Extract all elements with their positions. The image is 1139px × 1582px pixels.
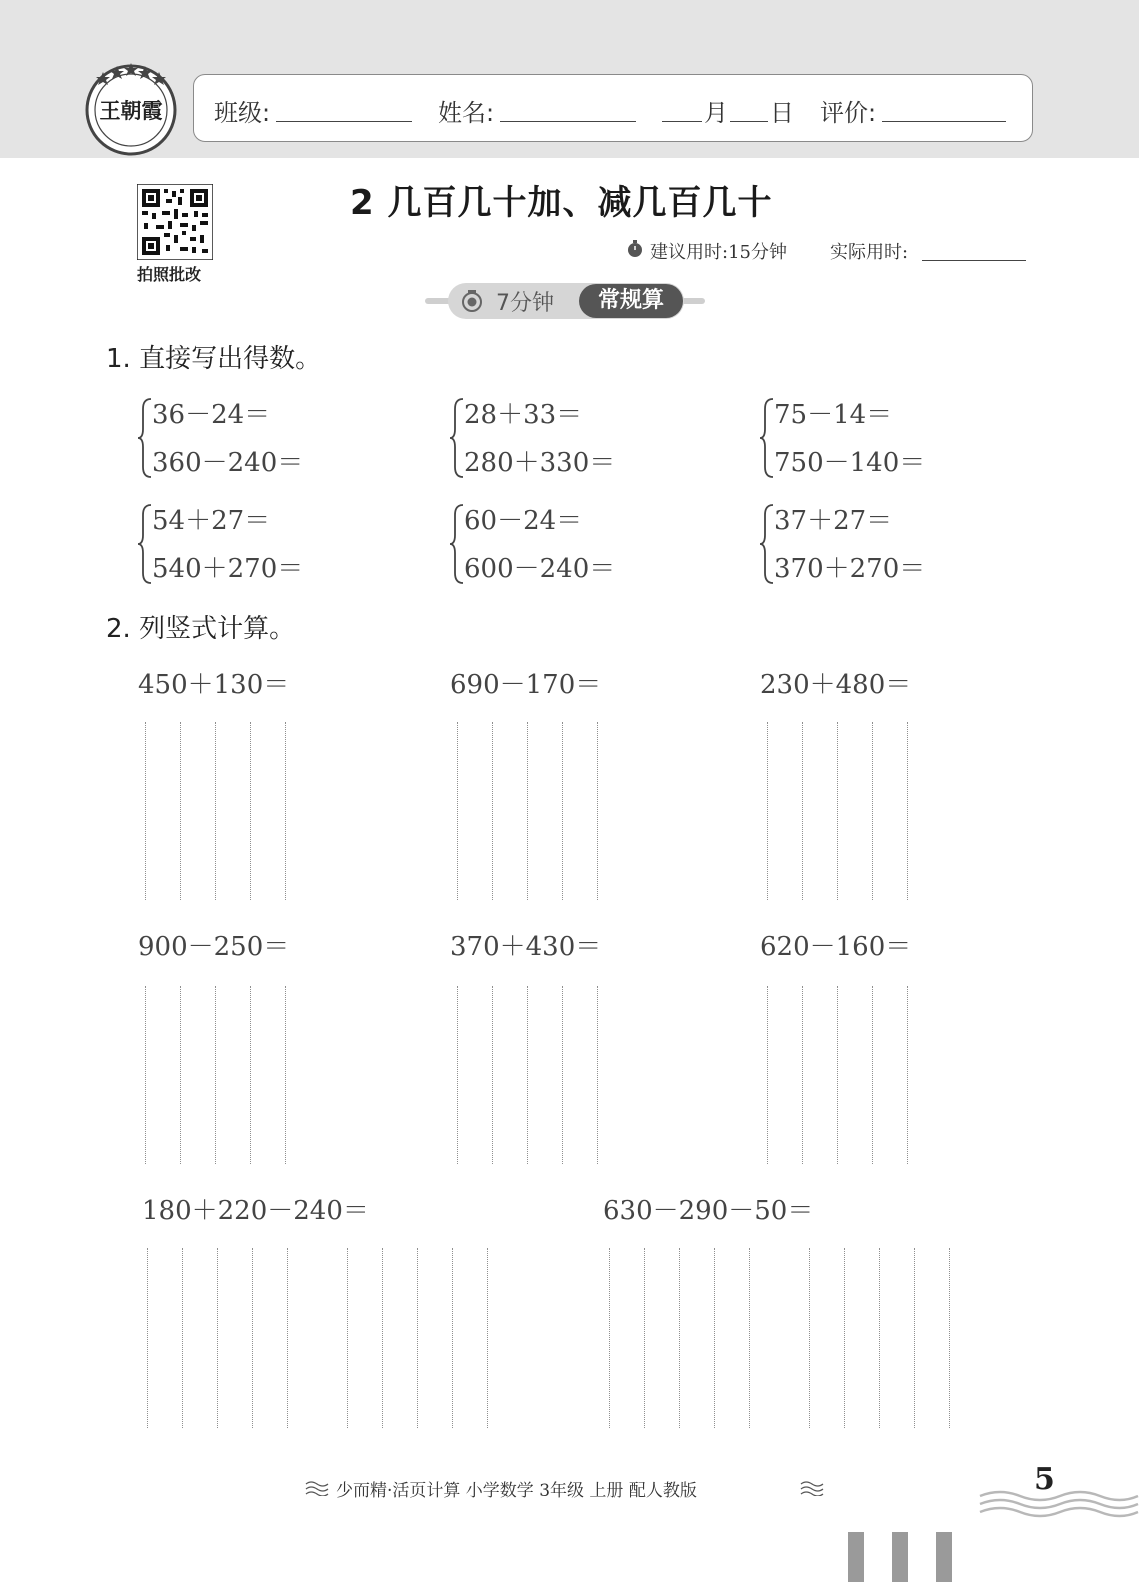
- class-field[interactable]: [276, 121, 412, 122]
- clock-icon: [626, 240, 644, 258]
- oral-expression: 28＋33＝: [464, 400, 583, 430]
- publisher-logo: [83, 58, 179, 156]
- oral-expression: 600－240＝: [464, 554, 616, 584]
- pill-time: 7分钟: [496, 291, 554, 316]
- name-label: 姓名:: [438, 99, 495, 127]
- work-area[interactable]: [145, 722, 290, 900]
- actual-time-field[interactable]: [922, 260, 1026, 261]
- oral-expression: 750－140＝: [774, 448, 926, 478]
- name-field[interactable]: [500, 121, 636, 122]
- suggested-time: 建议用时:15分钟: [650, 242, 787, 263]
- decorative-waves: [978, 1482, 1139, 1522]
- oral-expression: 370＋270＝: [774, 554, 926, 584]
- vertical-problem: 370＋430＝: [450, 932, 602, 962]
- vertical-problem: 900－250＝: [138, 932, 290, 962]
- qr-caption: 拍照批改: [137, 265, 202, 284]
- tab-bar: [892, 1532, 908, 1582]
- brace-icon: [137, 397, 153, 479]
- vertical-problem: 630－290－50＝: [603, 1196, 814, 1226]
- student-info-box: [193, 74, 1033, 142]
- vertical-problem: 180＋220－240＝: [142, 1196, 369, 1226]
- oral-expression: 54＋27＝: [152, 506, 271, 536]
- footer-text: 少而精·活页计算 小学数学 3年级 上册 配人教版: [336, 1481, 697, 1501]
- work-area[interactable]: [145, 986, 290, 1164]
- vertical-problem: 450＋130＝: [138, 670, 290, 700]
- qr-code-icon[interactable]: [137, 184, 213, 260]
- month-label: 月: [704, 99, 728, 127]
- work-area[interactable]: [457, 722, 602, 900]
- pill-tag: 常规算: [579, 284, 683, 318]
- oral-expression: 60－24＝: [464, 506, 583, 536]
- vertical-problem: 230＋480＝: [760, 670, 912, 700]
- page-title: 2 几百几十加、减几百几十: [350, 183, 773, 223]
- day-field[interactable]: [730, 121, 768, 122]
- brace-icon: [137, 503, 153, 585]
- oral-expression: 540＋270＝: [152, 554, 304, 584]
- evaluation-label: 评价:: [820, 99, 877, 127]
- medal-icon: [460, 289, 484, 313]
- tab-bar: [848, 1532, 864, 1582]
- oral-expression: 360－240＝: [152, 448, 304, 478]
- brace-icon: [449, 503, 465, 585]
- work-area[interactable]: [147, 1248, 493, 1428]
- oral-expression: 36－24＝: [152, 400, 271, 430]
- work-area[interactable]: [609, 1248, 955, 1428]
- vertical-problem: 620－160＝: [760, 932, 912, 962]
- brace-icon: [759, 503, 775, 585]
- wave-icon: [800, 1480, 824, 1496]
- question-1-title: 1. 直接写出得数。: [106, 344, 322, 374]
- brace-icon: [449, 397, 465, 479]
- work-area[interactable]: [457, 986, 602, 1164]
- page-number: 5: [1034, 1462, 1055, 1497]
- evaluation-field[interactable]: [882, 121, 1006, 122]
- brace-icon: [759, 397, 775, 479]
- work-area[interactable]: [767, 722, 912, 900]
- wave-icon: [305, 1480, 329, 1496]
- day-label: 日: [770, 99, 794, 127]
- vertical-problem: 690－170＝: [450, 670, 602, 700]
- tab-bar: [936, 1532, 952, 1582]
- actual-time-label: 实际用时:: [830, 242, 909, 263]
- month-field[interactable]: [662, 121, 702, 122]
- oral-expression: 75－14＝: [774, 400, 893, 430]
- oral-expression: 37＋27＝: [774, 506, 893, 536]
- class-label: 班级:: [214, 99, 271, 127]
- svg-text:王朝霞: 王朝霞: [99, 98, 163, 123]
- oral-expression: 280＋330＝: [464, 448, 616, 478]
- question-2-title: 2. 列竖式计算。: [106, 614, 296, 644]
- work-area[interactable]: [767, 986, 912, 1164]
